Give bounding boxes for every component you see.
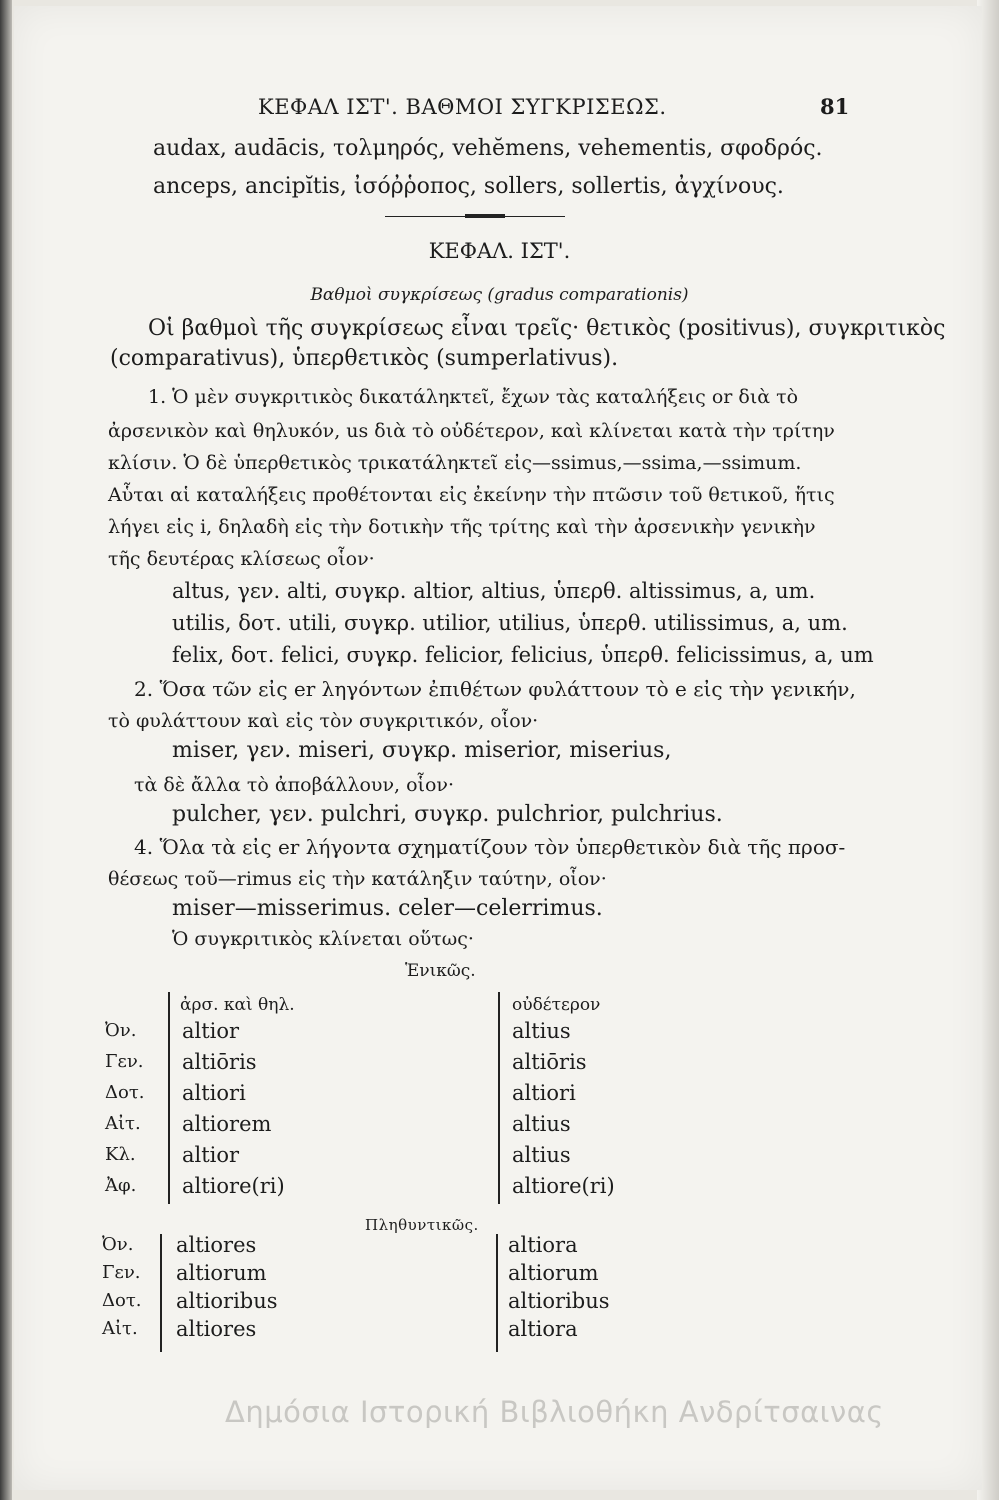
plural-label: Πληθυντικῶς. xyxy=(365,1216,479,1234)
top-line-2: anceps, ancipĭtis, ἰσόῤῥοπος, sollers, sollertis, ἀγχίνους. xyxy=(153,174,784,199)
singular-neuter-form: altius xyxy=(512,1112,571,1136)
chapter-subtitle: Βαθμοὶ συγκρίσεως (gradus comparationis) xyxy=(310,285,689,305)
para4-line-2: θέσεως τοῦ—rimus εἰς τὴν κατάληξιν ταύτην, οἷον· xyxy=(108,868,607,890)
declension-intro: Ὁ συγκριτικὸς κλίνεται οὕτως· xyxy=(172,928,474,950)
plural-neuter-form: altioribus xyxy=(508,1289,610,1313)
plural-masc-fem-form: altiores xyxy=(176,1317,257,1341)
plural-masc-fem-form: altiores xyxy=(176,1233,257,1257)
singular-neuter-form: altiori xyxy=(512,1081,576,1105)
singular-case-label: Ἀφ. xyxy=(105,1175,137,1196)
plural-neuter-form: altiora xyxy=(508,1233,578,1257)
plural-masc-fem-form: altioribus xyxy=(176,1289,278,1313)
singular-masc-fem-form: altiore(ri) xyxy=(182,1174,285,1198)
example-utilis: utilis, δοτ. utili, συγκρ. utilior, utilius, ὑπερθ. utilissimus, a, um. xyxy=(172,611,848,635)
intro-line-1: Οἱ βαθμοὶ τῆς συγκρίσεως εἶναι τρεῖς· θετικὸς (positivus), συγκριτικὸς xyxy=(148,316,946,341)
chapter-heading: ΚΕΦΑΛ. ΙΣΤ'. xyxy=(428,239,571,263)
page-number: 81 xyxy=(820,94,850,119)
top-line-1: audax, audācis, τολμηρός, vehĕmens, vehementis, σφοδρός. xyxy=(153,136,823,161)
singular-masc-fem-form: altiorem xyxy=(182,1112,272,1136)
singular-case-label: Γεν. xyxy=(105,1051,144,1072)
singular-case-label: Ὀν. xyxy=(105,1020,137,1041)
intro-line-2: (comparativus), ὑπερθετικὸς (sumperlativus). xyxy=(110,346,619,371)
singular-case-label: Αἰτ. xyxy=(105,1113,141,1134)
para1-line-5: λήγει εἰς i, δηλαδὴ εἰς τὴν δοτικὴν τῆς τρίτης καὶ τὴν ἀρσενικὴν γενικὴν xyxy=(108,516,816,538)
para1-line-4: Αὗται αἱ καταλήξεις προθέτονται εἰς ἐκείνην τὴν πτῶσιν τοῦ θετικοῦ, ἥτις xyxy=(108,484,835,506)
singular-table-left-rule xyxy=(168,992,170,1204)
example-miser-celer: miser—misserimus. celer—celerrimus. xyxy=(172,896,603,921)
singular-table-mid-rule xyxy=(498,992,500,1204)
para2-line-3: τὰ δὲ ἄλλα τὸ ἀποβάλλουν, οἷον· xyxy=(134,774,455,796)
library-watermark: Δημόσια Ιστορική Βιβλιοθήκη Ανδρίτσαινας xyxy=(225,1395,884,1429)
singular-label: Ἑνικῶς. xyxy=(405,961,476,981)
singular-neuter-form: altius xyxy=(512,1019,571,1043)
book-spine-shadow xyxy=(0,0,12,1500)
plural-masc-fem-form: altiorum xyxy=(176,1261,267,1285)
plural-neuter-form: altiorum xyxy=(508,1261,599,1285)
running-title: ΚΕΦΑΛ ΙΣΤ'. ΒΑΘΜΟΙ ΣΥΓΚΡΙΣΕΩΣ. xyxy=(258,95,667,119)
para2-line-2: τὸ φυλάττουν καὶ εἰς τὸν συγκριτικόν, οἷον· xyxy=(108,710,539,732)
example-miser: miser, γεν. miseri, συγκρ. miserior, miserius, xyxy=(172,738,672,763)
plural-case-label: Αἰτ. xyxy=(102,1318,138,1339)
plural-table-left-rule xyxy=(160,1234,162,1352)
plural-neuter-form: altiora xyxy=(508,1317,578,1341)
singular-neuter-form: altiōris xyxy=(512,1050,587,1074)
para1-line-3: κλίσιν. Ὁ δὲ ὑπερθετικὸς τρικατάληκτεῖ εἰς—ssimus,—ssima,—ssimum. xyxy=(108,452,802,474)
singular-neuter-form: altius xyxy=(512,1143,571,1167)
para1-line-6: τῆς δευτέρας κλίσεως οἷον· xyxy=(108,548,375,570)
para2-line-1: 2. Ὅσα τῶν εἰς er ληγόντων ἐπιθέτων φυλάττουν τὸ e εἰς τὴν γενικήν, xyxy=(134,677,856,701)
singular-masc-fem-form: altiori xyxy=(182,1081,246,1105)
plural-table-mid-rule xyxy=(496,1234,498,1352)
col-header-neuter: οὐδέτερον xyxy=(512,995,601,1015)
plural-case-label: Δοτ. xyxy=(102,1290,142,1311)
singular-masc-fem-form: altior xyxy=(182,1019,240,1043)
plural-case-label: Γεν. xyxy=(102,1262,141,1283)
divider-ornament xyxy=(465,214,505,218)
para1-line-1: 1. Ὁ μὲν συγκριτικὸς δικατάληκτεῖ, ἔχων τὰς καταλήξεις or διὰ τὸ xyxy=(148,386,799,408)
para4-line-1: 4. Ὅλα τὰ εἰς er λήγοντα σχηματίζουν τὸν ὑπερθετικὸν διὰ τῆς προσ- xyxy=(134,835,846,859)
singular-masc-fem-form: altior xyxy=(182,1143,240,1167)
singular-case-label: Κλ. xyxy=(105,1144,136,1165)
plural-case-label: Ὀν. xyxy=(102,1234,134,1255)
example-altus: altus, γεν. alti, συγκρ. altior, altius, ὑπερθ. altissimus, a, um. xyxy=(172,579,816,603)
singular-neuter-form: altiore(ri) xyxy=(512,1174,615,1198)
singular-case-label: Δοτ. xyxy=(105,1082,145,1103)
example-pulcher: pulcher, γεν. pulchri, συγκρ. pulchrior, pulchrius. xyxy=(172,802,723,827)
singular-masc-fem-form: altiōris xyxy=(182,1050,257,1074)
para1-line-2: ἀρσενικὸν καὶ θηλυκόν, us διὰ τὸ οὐδέτερον, καὶ κλίνεται κατὰ τὴν τρίτην xyxy=(108,420,835,442)
example-felix: felix, δοτ. felici, συγκρ. felicior, felicius, ὑπερθ. felicissimus, a, um xyxy=(172,643,874,667)
col-header-masc-fem: ἀρσ. καὶ θηλ. xyxy=(180,995,295,1015)
